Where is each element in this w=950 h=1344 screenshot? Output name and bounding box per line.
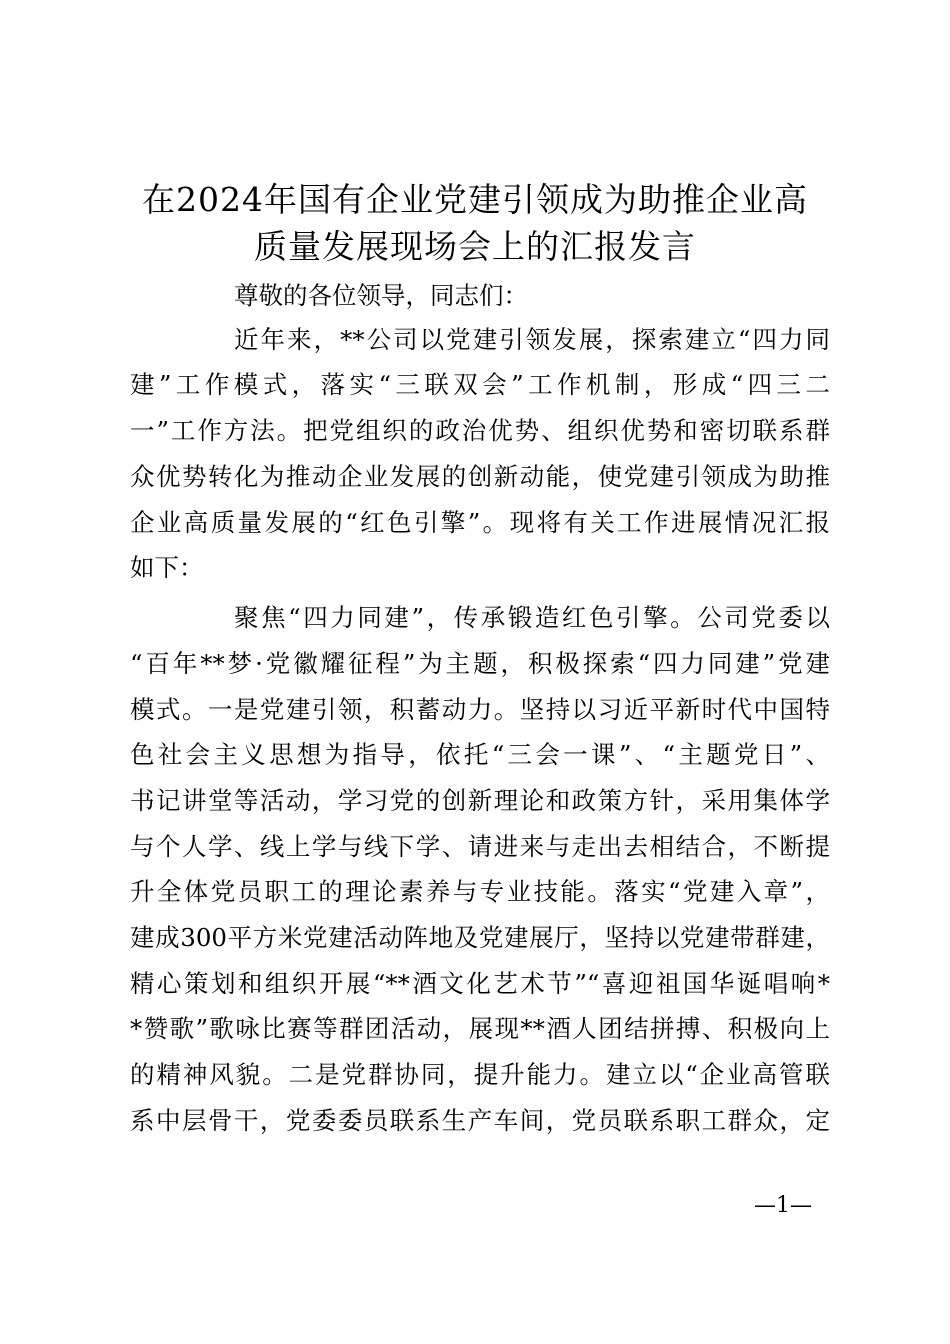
paragraph-2-line-2: “百年**梦·党徽耀征程”为主题，积极探索“四力同建”党建 bbox=[130, 649, 830, 678]
paragraph-2-line-3: 模式。一是党建引领，积蓄动力。坚持以习近平新时代中国特 bbox=[130, 695, 830, 724]
paragraph-2-line-10: *赞歌”歌咏比赛等群团活动，展现**酒人团结拼搏、积极向上 bbox=[130, 1014, 830, 1043]
paragraph-1-line-1: 近年来，**公司以党建引领发展，探索建立“四力同 bbox=[234, 325, 830, 354]
paragraph-2-line-11: 的精神风貌。二是党群协同，提升能力。建立以“企业高管联 bbox=[130, 1060, 830, 1089]
paragraph-2-line-12: 系中层骨干，党委委员联系生产车间，党员联系职工群众，定 bbox=[130, 1106, 830, 1135]
paragraph-1-line-6: 如下： bbox=[130, 553, 204, 582]
document-title bbox=[100, 176, 850, 270]
paragraph-2-line-4: 色社会主义思想为指导，依托“三会一课”、“主题党日”、 bbox=[130, 740, 830, 769]
paragraph-2-line-7: 升全体党员职工的理论素养与专业技能。落实“党建入章”， bbox=[130, 877, 830, 906]
paragraph-2-line-5: 书记讲堂等活动，学习党的创新理论和政策方针，采用集体学 bbox=[130, 786, 830, 815]
paragraph-2-line-9: 精心策划和组织开展“**酒文化艺术节”“喜迎祖国华诞唱响* bbox=[130, 969, 830, 998]
paragraph-2-line-6: 与个人学、线上学与线下学、请进来与走出去相结合，不断提 bbox=[130, 832, 830, 861]
page-number: —1— bbox=[754, 1193, 812, 1218]
paragraph-1-line-3: 一”工作方法。把党组织的政治优势、组织优势和密切联系群 bbox=[130, 416, 830, 445]
paragraph-1-line-5: 企业高质量发展的“红色引擎”。现将有关工作进展情况汇报 bbox=[130, 508, 830, 537]
paragraph-1-line-4: 众优势转化为推动企业发展的创新动能，使党建引领成为助推 bbox=[130, 462, 830, 491]
salutation: 尊敬的各位领导，同志们： bbox=[234, 281, 528, 310]
title-line-2: 质量发展现场会上的汇报发言 bbox=[254, 227, 696, 266]
paragraph-2-line-1: 聚焦“四力同建”，传承锻造红色引擎。公司党委以 bbox=[234, 603, 830, 632]
paragraph-1-line-2: 建”工作模式，落实“三联双会”工作机制，形成“四三二 bbox=[130, 370, 830, 399]
title-line-1: 在2024年国有企业党建引领成为助推企业高 bbox=[142, 180, 808, 219]
paragraph-2-line-8: 建成300平方米党建活动阵地及党建展厅，坚持以党建带群建， bbox=[130, 923, 830, 952]
